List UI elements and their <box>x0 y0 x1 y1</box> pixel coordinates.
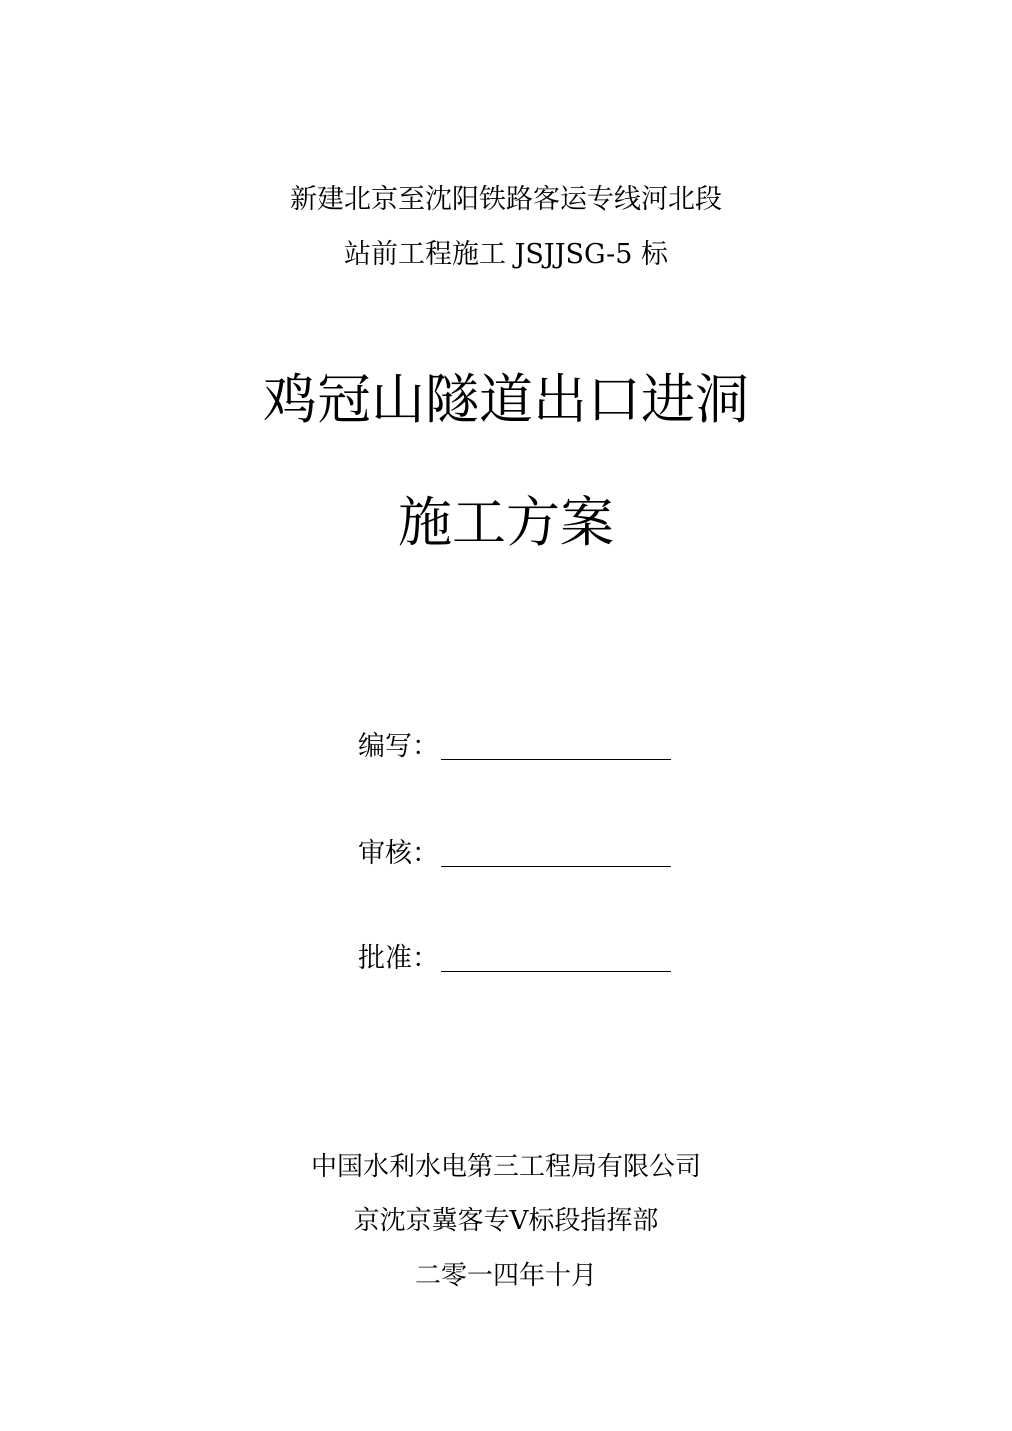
project-section: 站前工程施工 JSJJSG-5 标 <box>344 239 668 270</box>
signature-blank-line <box>441 759 671 760</box>
signature-row-approver <box>358 936 671 976</box>
signature-blank-line <box>441 971 671 972</box>
project-name: 新建北京至沈阳铁路客运专线河北段 <box>290 184 722 215</box>
signature-blank-line <box>441 866 671 867</box>
document-title-line1: 鸡冠山隧道出口进洞 <box>263 368 749 431</box>
signature-row-reviewer <box>358 831 671 871</box>
document-date: 二零一四年十月 <box>414 1261 597 1291</box>
company-name: 中国水利水电第三工程局有限公司 <box>310 1152 701 1182</box>
signature-row-author <box>358 724 671 764</box>
signature-label: 审核： <box>358 838 439 869</box>
signature-label: 批准： <box>358 943 439 974</box>
signature-label: 编写： <box>358 731 439 762</box>
department-name: 京沈京冀客专Ⅴ标段指挥部 <box>353 1206 659 1236</box>
document-title-line2: 施工方案 <box>398 491 614 554</box>
